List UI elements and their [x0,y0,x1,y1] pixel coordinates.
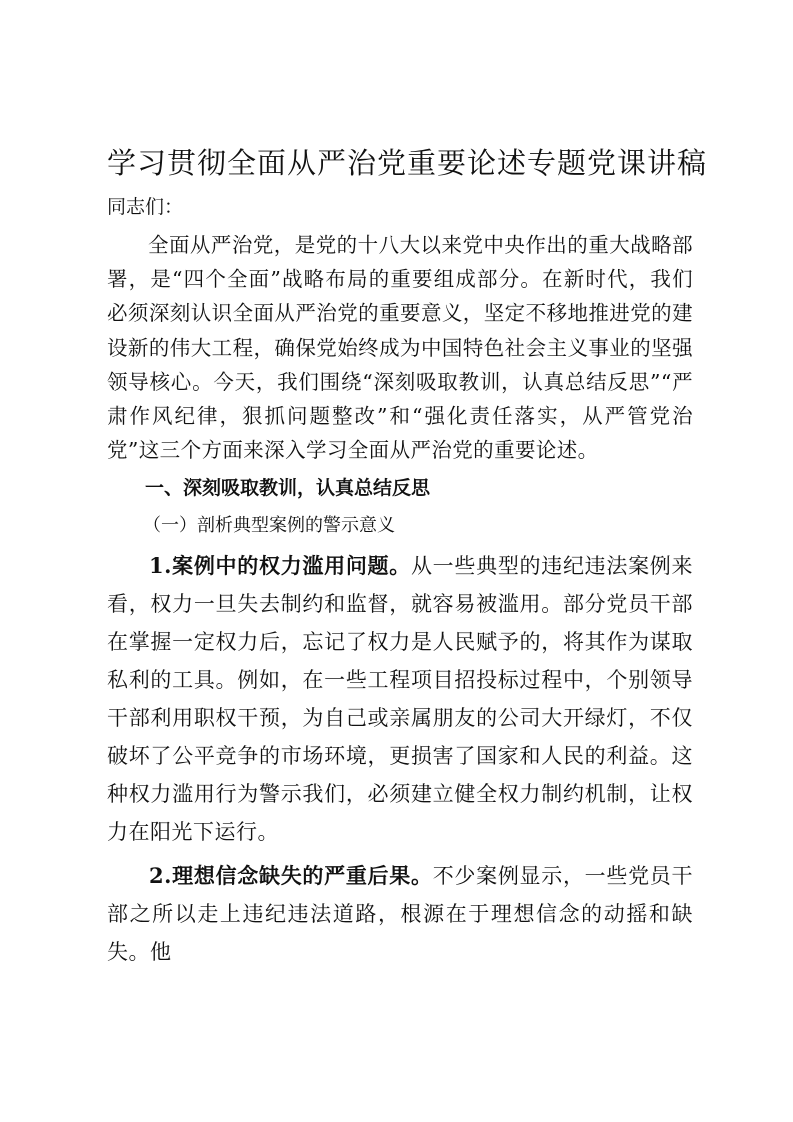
point-1-body: 从一些典型的违纪违法案例来看，权力一旦失去制约和监督，就容易被滥用。部分党员干部在掌握一定权力后，忘记了权力是人民赋予的，将其作为谋取私利的工具。例如，在一些工程项目招投标过程中，个别领导干部利用职权干预，为自己或亲属朋友的公司大开绿灯，不仅破坏了公平竞争的市场环境，更损害了国家和人民的利益。这种权力滥用行为警示我们，必须建立健全权力制约机制，让权力在阳光下运行。 [107,554,694,845]
section-heading-1: 一、深刻吸取教训，认真总结反思 [145,477,431,500]
document-title: 学习贯彻全面从严治党重要论述专题党课讲稿 [107,146,708,180]
intro-paragraph: 全面从严治党，是党的十八大以来党中央作出的重大战略部署，是“四个全面”战略布局的重要组成部分。在新时代，我们必须深刻认识全面从严治党的重要意义，坚定不移地推进党的建设新的伟大工程，确保党始终成为中国特色社会主义事业的坚强领导核心。今天，我们围绕“深刻吸取教训，认真总结反思”“严肃作风纪律，狠抓问题整改”和“强化责任落实，从严管党治党”这三个方面来深入学习全面从严治党的重要论述。 [107,233,693,463]
point-2-body: 不少案例显示，一些党员干部之所以走上违纪违法道路，根源在于理想信念的动摇和缺失。他 [107,864,694,965]
subsection-heading-1: （一）剖析典型案例的警示意义 [143,515,395,537]
document-page [107,140,708,977]
point-1-lead: 1.案例中的权力滥用问题。 [149,553,411,579]
salutation: 同志们： [107,196,184,218]
point-paragraph-2 [107,857,693,971]
point-2-lead: 2.理想信念缺失的严重后果。 [149,863,433,889]
point-paragraph-1 [107,547,693,851]
